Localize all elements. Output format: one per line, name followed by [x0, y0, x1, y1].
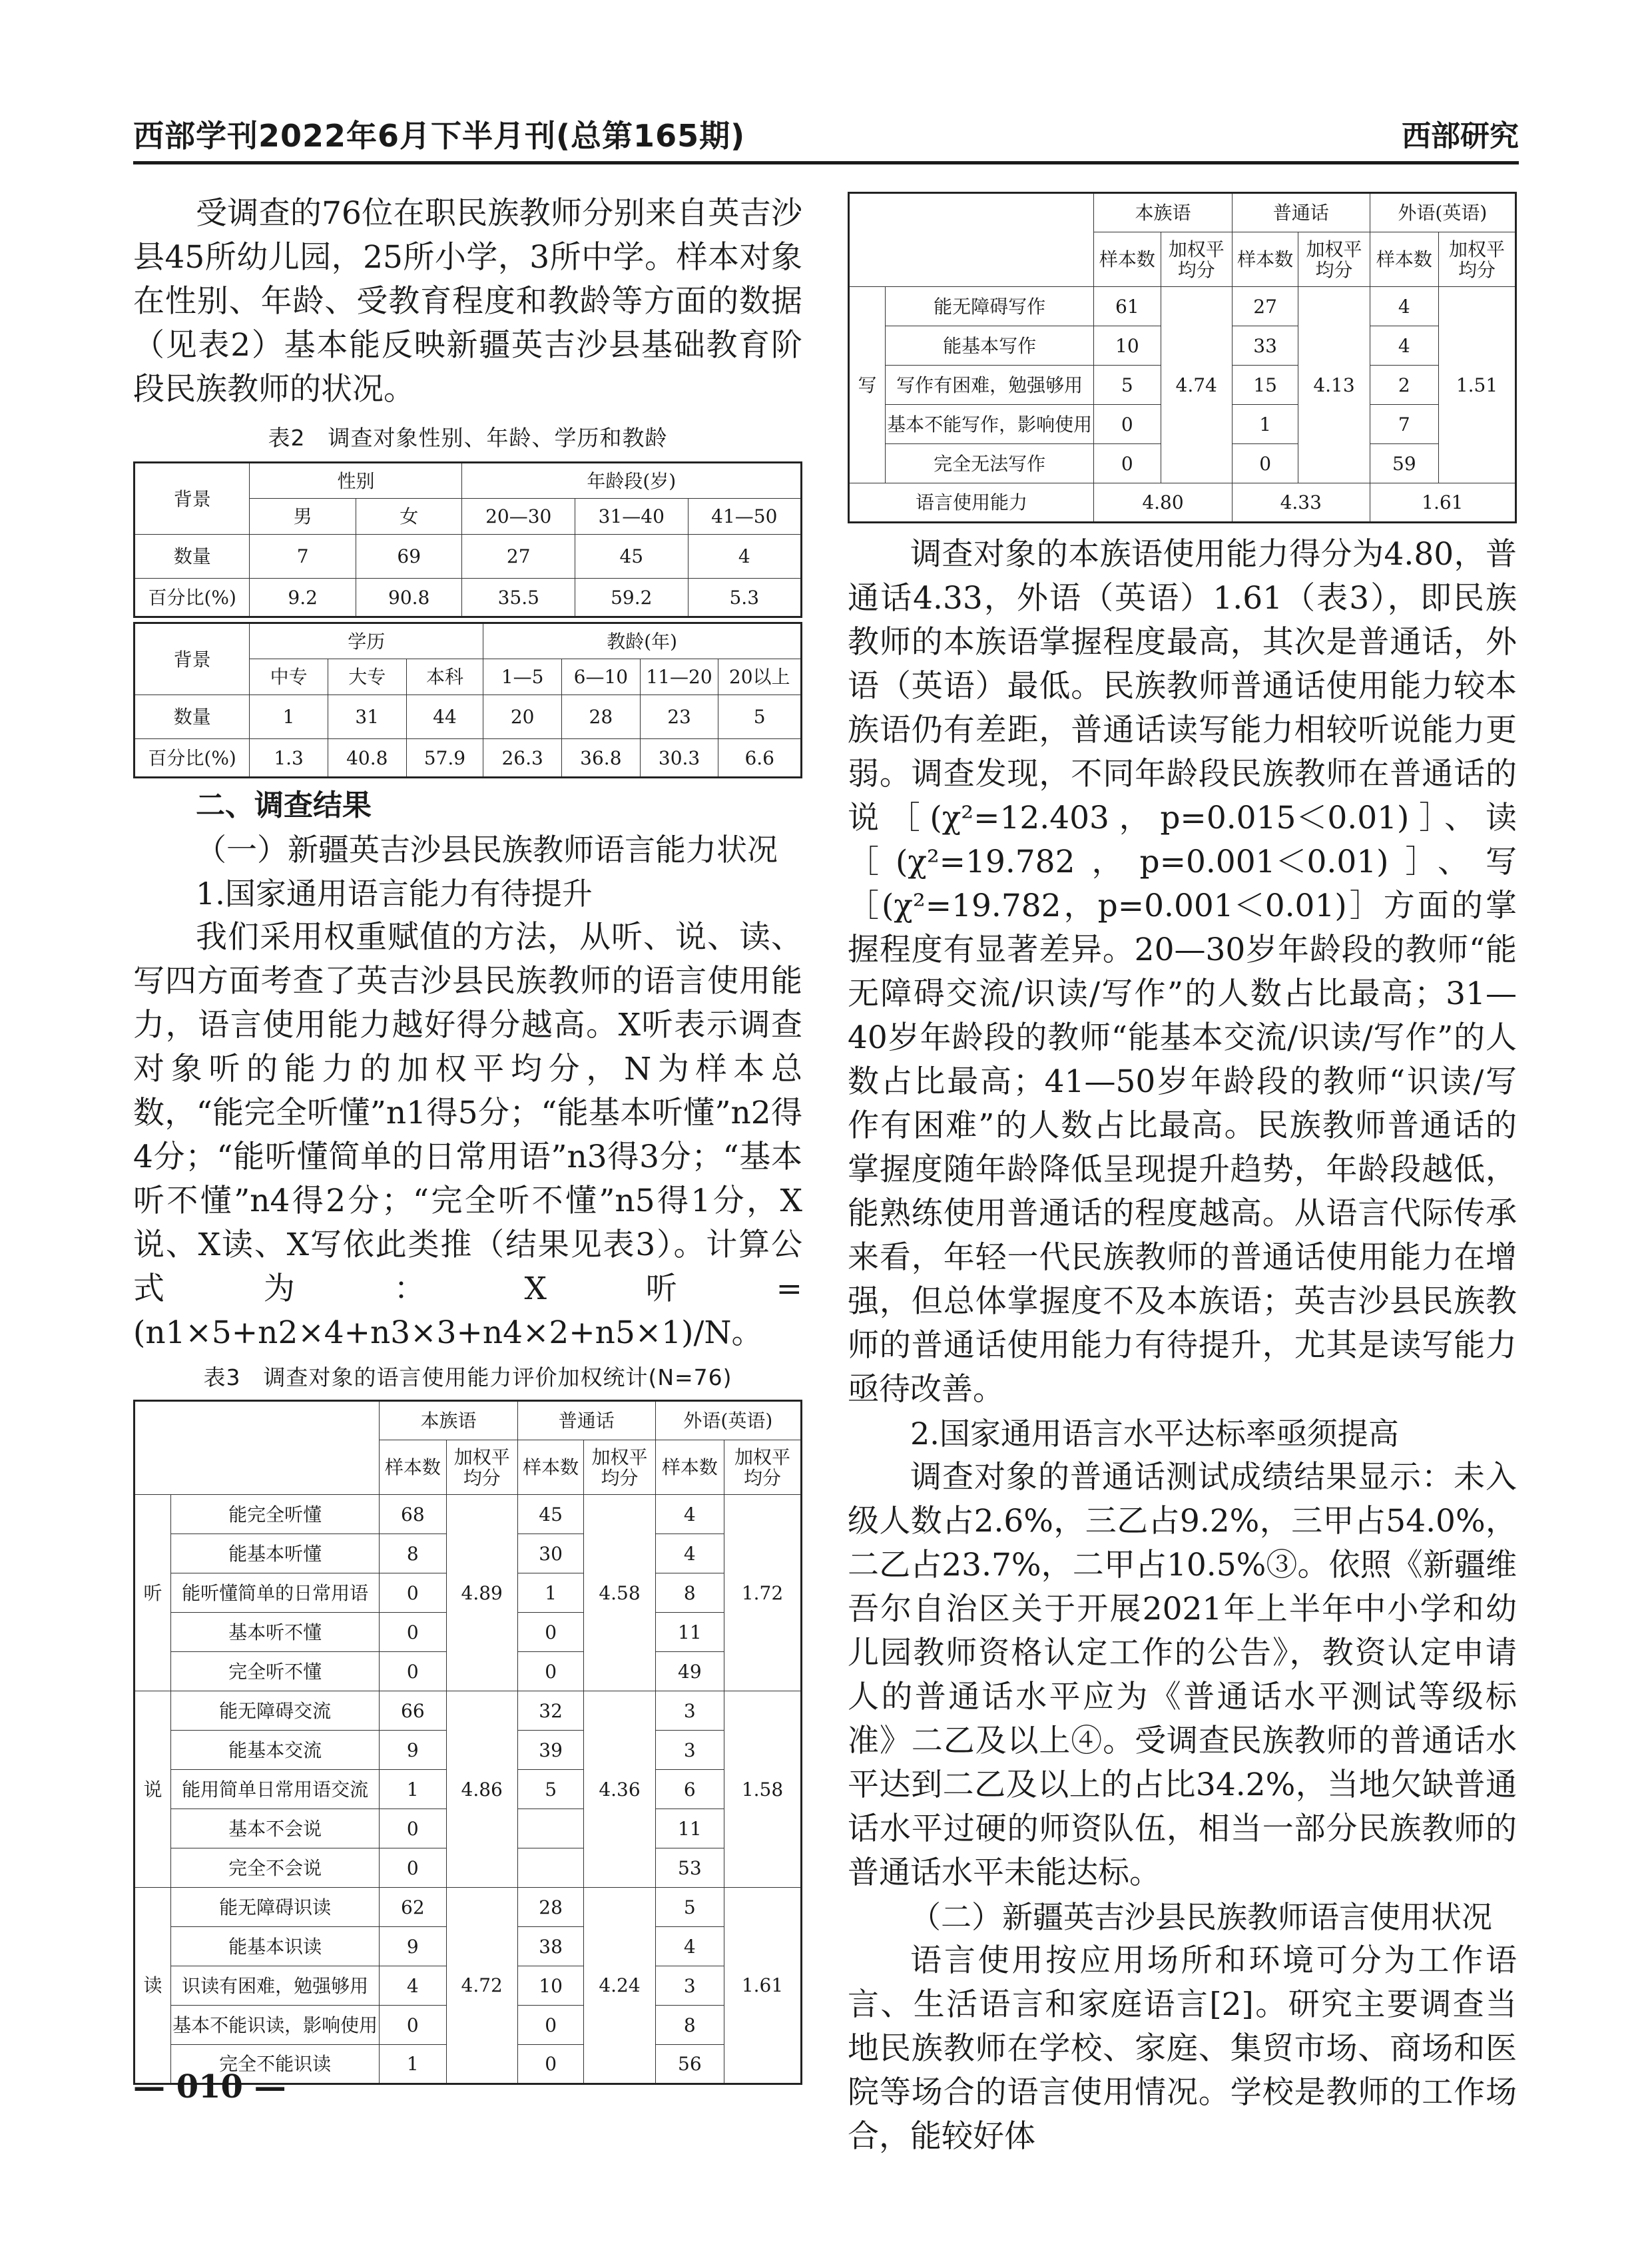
t2-cell: 5	[718, 695, 802, 739]
t3-count-cell: 0	[517, 1652, 584, 1691]
t2-yr4: 20以上	[718, 659, 802, 695]
t2-cell: 45	[575, 535, 688, 579]
t3-count-cell: 8	[655, 2006, 724, 2045]
t3-count-cell: 0	[1232, 444, 1298, 483]
t3-count-cell: 32	[517, 1691, 584, 1731]
t2-cell: 30.3	[640, 739, 718, 778]
t3-count-cell: 0	[380, 1809, 446, 1848]
t2-cell: 4	[688, 535, 801, 579]
t3-count-cell: 4	[655, 1534, 724, 1573]
table2-part2	[133, 622, 802, 778]
t2-cell: 1.3	[250, 739, 328, 778]
t2-cell: 69	[356, 535, 462, 579]
t3-count-cell: 9	[380, 1927, 446, 1966]
t3-level-label: 能用简单日常用语交流	[171, 1770, 380, 1809]
test-result-paragraph: 调查对象的普通话测试成绩结果显示：未入级人数占2.6%，三乙占9.2%，三甲占54.0%，二乙占23.7%，二甲占10.5%③。依照《新疆维吾尔自治区关于开展2021年上半年中小学和幼儿园教师资格认定工作的公告》，教资认定申请人的普通话水平应为《普通话水平测试等级标准》二乙及以上④。受调查民族教师的普通话水平达到二乙及以上的占比34.2%，当地欠缺普通话水平过硬的师资队伍，相当一部分民族教师的普通话水平未能达标。	[848, 1459, 1517, 1891]
t3-count-cell: 4	[1370, 326, 1438, 366]
t3-level-label: 完全不会说	[171, 1848, 380, 1888]
t2-bg-label: 背景	[135, 463, 250, 535]
header-rule	[133, 161, 1519, 164]
t3-level-label: 完全无法写作	[886, 444, 1094, 483]
t3-n: 样本数	[517, 1440, 584, 1495]
t2-cell: 26.3	[483, 739, 562, 778]
table2-part1	[133, 461, 802, 618]
t3-count-cell: 53	[655, 1848, 724, 1888]
t3-count-cell: 62	[380, 1888, 446, 1927]
t3-count-cell: 0	[1094, 405, 1161, 444]
t3-count-cell: 0	[517, 2006, 584, 2045]
t3-count-cell: 0	[380, 1848, 446, 1888]
t2-edu-header: 学历	[250, 623, 483, 659]
method-paragraph: 我们采用权重赋值的方法，从听、说、读、写四方面考查了英吉沙县民族教师的语言使用能力，语言使用能力越好得分越高。X听表示调查对象听的能力的加权平均分，N为样本总数，“能完全听懂”n1得5分；“能基本听懂”n2得4分；“能听懂简单的日常用语”n3得3分；“基本听不懂”n4得2分；“完全听不懂”n5得1分，X说、X读、X写依此类推（结果见表3）。计算公式为：X听=(n1×5+n2×4+n3×3+n4×2+n5×1)/N。	[133, 919, 802, 1351]
t2-cell: 90.8	[356, 579, 462, 617]
t2-female: 女	[356, 499, 462, 535]
t2-yr1: 1—5	[483, 659, 562, 695]
t3-skill-label: 读	[135, 1888, 171, 2084]
t3-lang3: 外语(英语)	[1370, 193, 1515, 232]
t3-count-cell: 5	[517, 1770, 584, 1809]
t3-count-cell: 10	[517, 1966, 584, 2006]
results-paragraph: 调查对象的本族语使用能力得分为4.80，普通话4.33，外语（英语）1.61（表3），即民族教师的本族语掌握程度最高，其次是普通话，外语（英语）最低。民族教师普通话使用能力较本族语仍有差距，普通话读写能力相较听说能力更弱。调查发现，不同年龄段民族教师在普通话的说［(χ²=12.403，p=0.015＜0.01)］、读［(χ²=19.782，p=0.001＜0.01)］、写［(χ²=19.782，p=0.001＜0.01)］方面的掌握程度有显著差异。20—30岁年龄段的教师“能无障碍交流/识读/写作”的人数占比最高；31—40岁年龄段的教师“能基本交流/识读/写作”的人数占比最高；41—50岁年龄段的教师“识读/写作有困难”的人数占比最高。民族教师普通话的掌握度随年龄降低呈现提升趋势，年龄段越低，能熟练使用普通话的程度越高。从语言代际传承来看，年轻一代民族教师的普通话使用能力在增强，但总体掌握度不及本族语；英吉沙县民族教师的普通话使用能力有待提升，尤其是读写能力亟待改善。	[848, 536, 1517, 1408]
t3-level-label: 能基本识读	[171, 1927, 380, 1966]
t2-cell: 40.8	[328, 739, 406, 778]
t2-cell: 20	[483, 695, 562, 739]
t3-lang2: 普通话	[517, 1401, 655, 1440]
t3-count-cell	[517, 1809, 584, 1848]
t3-n: 样本数	[1232, 232, 1298, 287]
t3-level-label: 能完全听懂	[171, 1495, 380, 1534]
subsubsection-heading-2: 2.国家通用语言水平达标率亟须提高	[910, 1416, 1399, 1452]
t3-count-cell: 2	[1370, 366, 1438, 405]
t3-count-cell: 15	[1232, 366, 1298, 405]
t3-lang1: 本族语	[380, 1401, 518, 1440]
t3-corner	[849, 193, 1094, 287]
subsubsection-heading-1: 1.国家通用语言能力有待提升	[196, 876, 593, 912]
t3-n: 样本数	[1370, 232, 1438, 287]
t3-count-cell: 59	[1370, 444, 1438, 483]
t3-count-cell: 61	[1094, 287, 1161, 326]
t2-cell: 44	[406, 695, 483, 739]
t3-n: 样本数	[655, 1440, 724, 1495]
page-header	[133, 112, 1519, 158]
t3-count-cell: 4	[380, 1966, 446, 2006]
journal-masthead: 西部学刊2022年6月下半月刊(总第165期)	[133, 118, 746, 154]
t3-total-native: 4.80	[1094, 483, 1233, 523]
t2-cell: 1	[250, 695, 328, 739]
t3-level-label: 能听懂简单的日常用语	[171, 1573, 380, 1613]
t3-count-cell: 6	[655, 1770, 724, 1809]
t3-count-cell: 8	[655, 1573, 724, 1613]
t2-cell: 7	[250, 535, 356, 579]
t3-total-english: 1.61	[1370, 483, 1515, 523]
t3-level-label: 完全听不懂	[171, 1652, 380, 1691]
t3-count-cell: 1	[1232, 405, 1298, 444]
t3-level-label: 能基本交流	[171, 1731, 380, 1770]
t3-w: 加权平均分	[1298, 232, 1370, 287]
t3-count-cell: 5	[1094, 366, 1161, 405]
t3-skill-label: 说	[135, 1691, 171, 1888]
table3-part1	[133, 1400, 802, 2085]
t3-weighted-score: 4.24	[584, 1888, 655, 2084]
t2-cell: 31	[328, 695, 406, 739]
t3-count-cell: 68	[380, 1495, 446, 1534]
t3-level-label: 能基本写作	[886, 326, 1094, 366]
t3-count-cell: 66	[380, 1691, 446, 1731]
t3-n: 样本数	[1094, 232, 1161, 287]
t3-count-cell: 1	[380, 2045, 446, 2084]
t3-weighted-score: 1.58	[724, 1691, 801, 1888]
t3-w: 加权平均分	[446, 1440, 517, 1495]
t3-weighted-score: 1.51	[1438, 287, 1515, 483]
table3-caption: 表3 调查对象的语言使用能力评价加权统计(N=76)	[203, 1364, 732, 1390]
t3-n: 样本数	[380, 1440, 446, 1495]
t2-bg-label: 背景	[135, 623, 250, 695]
t3-level-label: 写作有困难，勉强够用	[886, 366, 1094, 405]
t2-cell: 9.2	[250, 579, 356, 617]
t3-w: 加权平均分	[584, 1440, 655, 1495]
t3-weighted-score: 4.36	[584, 1691, 655, 1888]
page-number: — 010 —	[133, 2068, 286, 2105]
t3-w: 加权平均分	[724, 1440, 801, 1495]
t3-weighted-score: 4.58	[584, 1495, 655, 1691]
t2-cell: 35.5	[462, 579, 575, 617]
t2-yr2: 6—10	[562, 659, 641, 695]
t2-cell: 23	[640, 695, 718, 739]
t3-count-cell: 8	[380, 1534, 446, 1573]
t3-total-label: 语言使用能力	[849, 483, 1094, 523]
t3-count-cell: 4	[655, 1927, 724, 1966]
t3-count-cell: 0	[517, 1613, 584, 1652]
t3-total-mandarin: 4.33	[1232, 483, 1370, 523]
t2-edu2: 大专	[328, 659, 406, 695]
t3-count-cell: 39	[517, 1731, 584, 1770]
table3-part2	[848, 192, 1517, 523]
t2-cell: 28	[562, 695, 641, 739]
intro-paragraph: 受调查的76位在职民族教师分别来自英吉沙县45所幼儿园，25所小学，3所中学。样本对象在性别、年龄、受教育程度和教龄等方面的数据（见表2）基本能反映新疆英吉沙县基础教育阶段民族教师的状况。	[133, 195, 802, 408]
t2-cell: 5.3	[688, 579, 801, 617]
t2-cell: 57.9	[406, 739, 483, 778]
t3-count-cell: 11	[655, 1613, 724, 1652]
t3-level-label: 基本不会说	[171, 1809, 380, 1848]
t3-count-cell: 28	[517, 1888, 584, 1927]
t2-count-label: 数量	[135, 695, 250, 739]
t2-cell: 36.8	[562, 739, 641, 778]
t3-level-label: 完全不能识读	[171, 2045, 380, 2084]
t3-corner	[135, 1401, 380, 1495]
t2-pct-label: 百分比(%)	[135, 579, 250, 617]
t2-age3: 41—50	[688, 499, 801, 535]
t2-yr3: 11—20	[640, 659, 718, 695]
t3-level-label: 能基本听懂	[171, 1534, 380, 1573]
t2-male: 男	[250, 499, 356, 535]
t3-w: 加权平均分	[1438, 232, 1515, 287]
t3-count-cell: 3	[655, 1691, 724, 1731]
usage-paragraph: 语言使用按应用场所和环境可分为工作语言、生活语言和家庭语言[2]。研究主要调查当地民族教师在学校、家庭、集贸市场、商场和医院等场合的语言使用情况。学校是教师的工作场合，能较好体	[848, 1942, 1517, 2155]
section-heading-results: 二、调查结果	[196, 788, 372, 822]
t2-cell: 6.6	[718, 739, 802, 778]
t3-lang3: 外语(英语)	[655, 1401, 801, 1440]
t3-count-cell: 0	[380, 1652, 446, 1691]
t2-age-header: 年龄段(岁)	[462, 463, 802, 499]
table2-caption: 表2 调查对象性别、年龄、学历和教龄	[268, 425, 668, 451]
t3-weighted-score: 1.61	[724, 1888, 801, 2084]
t3-skill-label: 写	[849, 287, 886, 483]
t3-level-label: 基本听不懂	[171, 1613, 380, 1652]
right-column	[848, 192, 1517, 2159]
t3-count-cell: 10	[1094, 326, 1161, 366]
t3-count-cell: 27	[1232, 287, 1298, 326]
t3-count-cell: 5	[655, 1888, 724, 1927]
section-label: 西部研究	[1402, 119, 1519, 153]
t3-count-cell: 38	[517, 1927, 584, 1966]
t2-age2: 31—40	[575, 499, 688, 535]
t3-count-cell: 9	[380, 1731, 446, 1770]
t3-level-label: 基本不能识读，影响使用	[171, 2006, 380, 2045]
t3-count-cell: 33	[1232, 326, 1298, 366]
t3-count-cell: 45	[517, 1495, 584, 1534]
t2-edu1: 中专	[250, 659, 328, 695]
t3-count-cell: 0	[517, 2045, 584, 2084]
t3-lang2: 普通话	[1232, 193, 1370, 232]
t3-count-cell: 0	[380, 1573, 446, 1613]
t3-level-label: 能无障碍写作	[886, 287, 1094, 326]
t2-cell: 59.2	[575, 579, 688, 617]
subsection-heading-1: （一）新疆英吉沙县民族教师语言能力状况	[196, 832, 778, 868]
t3-level-label: 能无障碍交流	[171, 1691, 380, 1731]
t3-count-cell: 49	[655, 1652, 724, 1691]
t3-count-cell: 1	[380, 1770, 446, 1809]
t3-count-cell	[517, 1848, 584, 1888]
t3-level-label: 能无障碍识读	[171, 1888, 380, 1927]
t2-count-label: 数量	[135, 535, 250, 579]
t3-level-label: 基本不能写作，影响使用	[886, 405, 1094, 444]
t3-count-cell: 7	[1370, 405, 1438, 444]
t3-weighted-score: 4.86	[446, 1691, 517, 1888]
t3-count-cell: 11	[655, 1809, 724, 1848]
t3-count-cell: 3	[655, 1966, 724, 2006]
t2-gender-header: 性别	[250, 463, 462, 499]
t2-edu3: 本科	[406, 659, 483, 695]
t3-w: 加权平均分	[1161, 232, 1232, 287]
t3-count-cell: 0	[380, 1613, 446, 1652]
t3-level-label: 识读有困难，勉强够用	[171, 1966, 380, 2006]
t3-weighted-score: 4.72	[446, 1888, 517, 2084]
t3-count-cell: 4	[655, 1495, 724, 1534]
subsection-heading-2: （二）新疆英吉沙县民族教师语言使用状况	[910, 1899, 1492, 1935]
t2-teach-header: 教龄(年)	[483, 623, 802, 659]
t3-weighted-score: 4.89	[446, 1495, 517, 1691]
t3-weighted-score: 4.13	[1298, 287, 1370, 483]
t3-skill-label: 听	[135, 1495, 171, 1691]
t3-count-cell: 0	[380, 2006, 446, 2045]
t2-age1: 20—30	[462, 499, 575, 535]
t3-weighted-score: 1.72	[724, 1495, 801, 1691]
t3-count-cell: 30	[517, 1534, 584, 1573]
t3-count-cell: 0	[1094, 444, 1161, 483]
t3-lang1: 本族语	[1094, 193, 1233, 232]
t2-cell: 27	[462, 535, 575, 579]
t3-count-cell: 3	[655, 1731, 724, 1770]
t3-count-cell: 4	[1370, 287, 1438, 326]
t3-weighted-score: 4.74	[1161, 287, 1232, 483]
t3-count-cell: 1	[517, 1573, 584, 1613]
t2-pct-label: 百分比(%)	[135, 739, 250, 778]
t3-count-cell: 56	[655, 2045, 724, 2084]
left-column	[133, 192, 802, 2085]
